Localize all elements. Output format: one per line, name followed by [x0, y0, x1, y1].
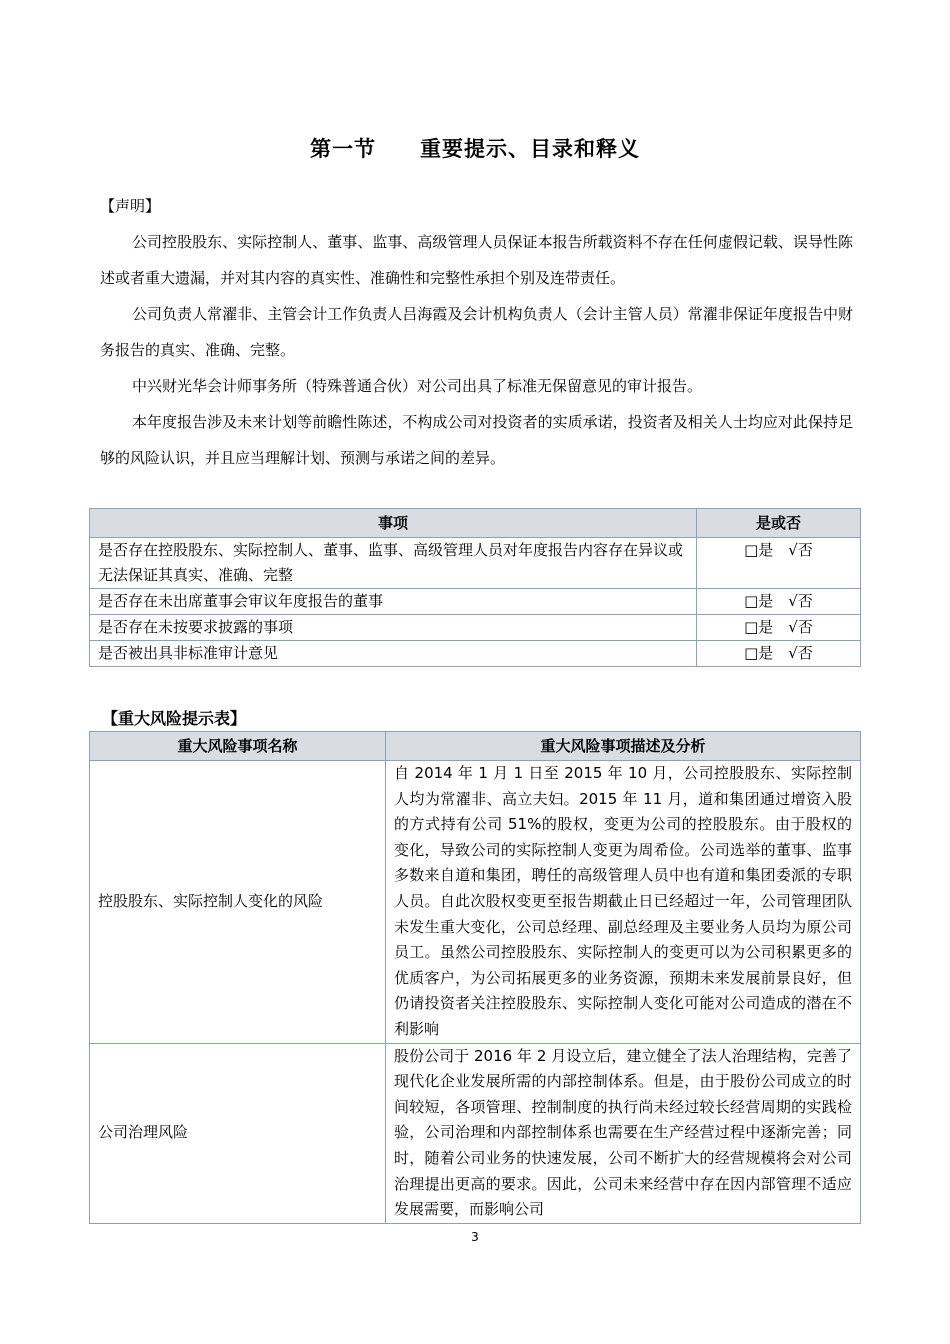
check-item: 是否被出具非标准审计意见 [90, 641, 697, 667]
table-row [90, 1043, 861, 1223]
page-title: 第一节 重要提示、目录和释义 [310, 137, 640, 161]
column-header-answer: 是或否 [697, 509, 861, 538]
check-table-header [90, 509, 861, 538]
declaration-label: 【声明】 [100, 197, 161, 215]
table-row [90, 538, 861, 589]
declaration-paragraph-4: 本年度报告涉及未来计划等前瞻性陈述，不构成公司对投资者的实质承诺，投资者及相关人士均应对此保持足够的风险认识，并且应当理解计划、预测与承诺之间的差异。 [100, 413, 853, 467]
table-row [90, 615, 861, 641]
table-row [90, 641, 861, 667]
column-header-risk-name: 重大风险事项名称 [90, 732, 386, 761]
check-answer: □是 √否 [697, 589, 861, 615]
check-table [89, 508, 861, 667]
table-row [90, 589, 861, 615]
risk-name: 控股股东、实际控制人变化的风险 [90, 761, 386, 1044]
risk-name: 公司治理风险 [90, 1043, 386, 1223]
check-item: 是否存在未按要求披露的事项 [90, 615, 697, 641]
check-answer: □是 √否 [697, 615, 861, 641]
risk-table-header [90, 732, 861, 761]
table-row [90, 761, 861, 1044]
column-header-item: 事项 [90, 509, 697, 538]
risk-description: 自 2014 年 1 月 1 日至 2015 年 10 月，公司控股股东、实际控制人均为常濯非、高立夫妇。2015 年 11 月，道和集团通过增资入股的方式持有公司 51%的股权，变更为公司的控股股东。由于股权的变化，导致公司的实际控制人变更为周希俭。公司选举的董事、监事多数来自道和集团，聘任的高级管理人员中也有道和集团委派的专职人员。自此次股权变更至报告期截止日已经超过一年，公司管理团队未发生重大变化，公司总经理、副总经理及主要业务人员均为原公司员工。虽然公司控股股东、实际控制人的变更可以为公司积累更多的优质客户，为公司拓展更多的业务资源，预期未来发展前景良好，但仍请投资者关注控股股东、实际控制人变化可能对公司造成的潜在不利影响 [386, 761, 861, 1044]
declaration-paragraph-1: 公司控股股东、实际控制人、董事、监事、高级管理人员保证本报告所载资料不存在任何虚假记载、误导性陈述或者重大遗漏，并对其内容的真实性、准确性和完整性承担个别及连带责任。 [100, 233, 853, 287]
page-number: 3 [471, 1230, 479, 1244]
check-answer: □是 √否 [697, 538, 861, 589]
check-item: 是否存在控股股东、实际控制人、董事、监事、高级管理人员对年度报告内容存在异议或无法保证其真实、准确、完整 [90, 538, 697, 589]
check-answer: □是 √否 [697, 641, 861, 667]
risk-table [89, 731, 861, 1224]
declaration-paragraph-3: 中兴财光华会计师事务所（特殊普通合伙）对公司出具了标准无保留意见的审计报告。 [132, 377, 703, 395]
declaration-paragraph-2: 公司负责人常濯非、主管会计工作负责人吕海霞及会计机构负责人（会计主管人员）常濯非保证年度报告中财务报告的真实、准确、完整。 [100, 305, 853, 359]
risk-table-label: 【重大风险提示表】 [102, 709, 247, 728]
check-item: 是否存在未出席董事会审议年度报告的董事 [90, 589, 697, 615]
column-header-risk-description: 重大风险事项描述及分析 [386, 732, 861, 761]
risk-description: 股份公司于 2016 年 2 月设立后，建立健全了法人治理结构，完善了现代化企业发展所需的内部控制体系。但是，由于股份公司成立的时间较短，各项管理、控制制度的执行尚未经过较长经营周期的实践检验，公司治理和内部控制体系也需要在生产经营过程中逐渐完善；同时，随着公司业务的快速发展，公司不断扩大的经营规模将会对公司治理提出更高的要求。因此，公司未来经营中存在因内部管理不适应发展需要，而影响公司 [386, 1043, 861, 1223]
